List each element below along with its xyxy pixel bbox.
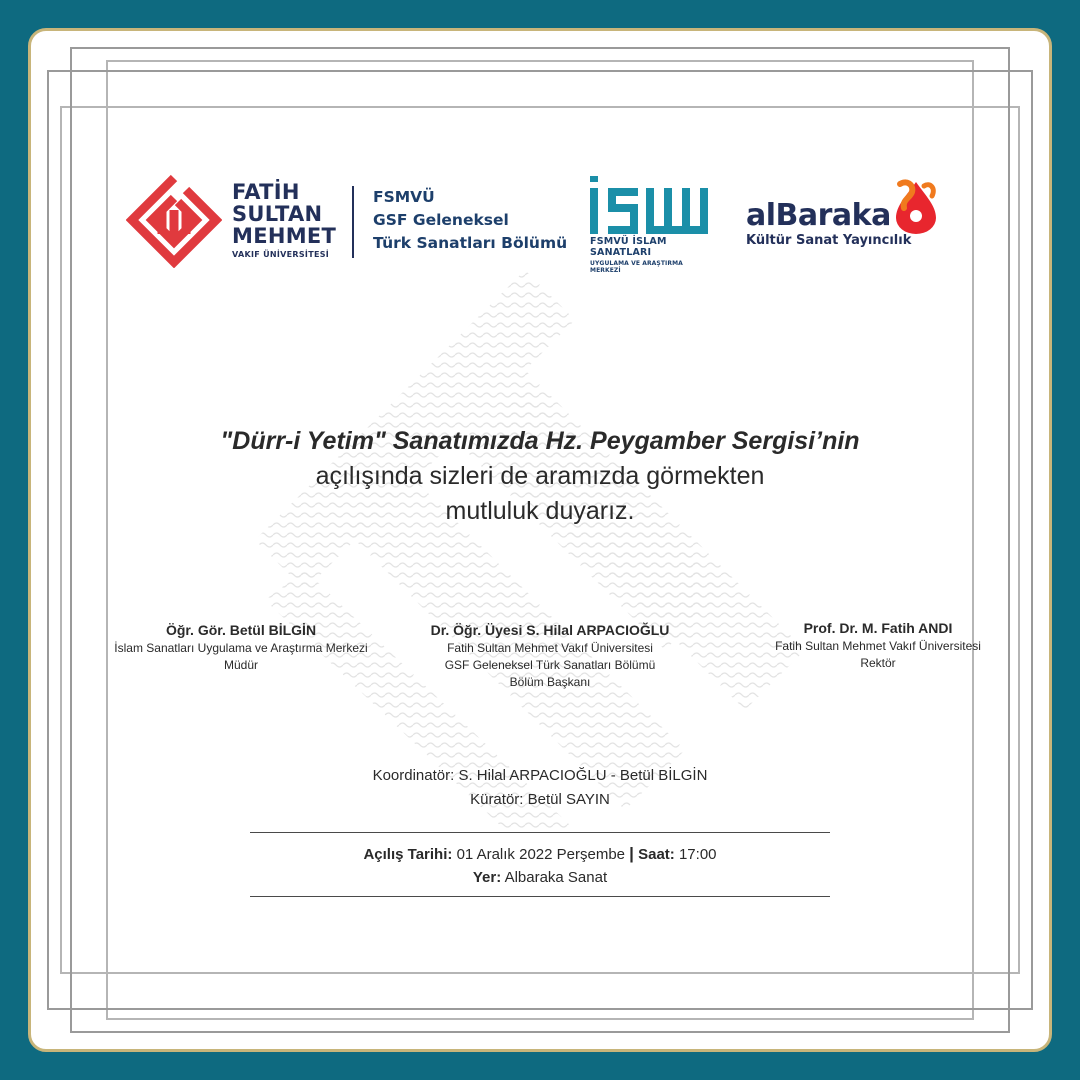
signatory-line: Müdür <box>223 658 258 672</box>
ism-logo-text <box>590 236 714 274</box>
fsmvu-logo-icon <box>126 172 222 268</box>
fsmvu-line: MEHMET <box>232 224 337 248</box>
divider-line <box>250 832 830 833</box>
fsmvu-line: FATİH <box>232 180 300 204</box>
albaraka-drop-icon <box>890 178 942 236</box>
headline-line: mutluluk duyarız. <box>445 497 635 525</box>
gsf-logo-text <box>373 186 567 255</box>
place-line <box>108 866 972 889</box>
signatory-name: Prof. Dr. M. Fatih ANDI <box>803 620 953 636</box>
signatory-line: Fatih Sultan Mehmet Vakıf Üniversitesi <box>775 639 981 653</box>
signatory <box>96 620 386 674</box>
place-value: Albaraka Sanat <box>504 869 608 886</box>
credits <box>108 764 972 812</box>
signatory-line: Fatih Sultan Mehmet Vakıf Üniversitesi <box>447 641 653 655</box>
time-label: Saat: <box>638 846 675 863</box>
albaraka-logo-text <box>746 200 911 248</box>
time-value: 17:00 <box>678 846 717 863</box>
signatory-line: Bölüm Başkanı <box>509 675 591 689</box>
gsf-line: Türk Sanatları Bölümü <box>373 234 568 252</box>
ism-line: UYGULAMA VE ARAŞTIRMA MERKEZİ <box>590 260 683 274</box>
ism-logo-icon <box>586 176 712 236</box>
signatory-line: İslam Sanatları Uygulama ve Araştırma Merkezi <box>114 641 368 655</box>
separator: | <box>629 844 634 863</box>
date-time-line <box>108 842 972 866</box>
signatory <box>400 620 700 691</box>
curator-text: Küratör: Betül SAYIN <box>470 791 610 808</box>
invitation-headline <box>108 424 972 529</box>
headline-line: "Dürr-i Yetim" Sanatımızda Hz. Peygamber Sergisi’nin <box>220 427 860 455</box>
logo-divider <box>352 186 354 258</box>
place-label: Yer: <box>472 869 502 886</box>
albaraka-sub: Kültür Sanat Yayıncılık <box>746 233 912 248</box>
coordinator-text: Koordinatör: S. Hilal ARPACIOĞLU - Betül BİLGİN <box>372 767 708 784</box>
signatory-line: GSF Geleneksel Türk Sanatları Bölümü <box>444 658 656 672</box>
date-label: Açılış Tarihi: <box>363 846 453 863</box>
gsf-line: FSMVÜ <box>373 188 435 206</box>
headline-line: açılışında sizleri de aramızda görmekten <box>315 462 765 490</box>
fsmvu-line: SULTAN <box>232 202 323 226</box>
date-value: 01 Aralık 2022 Perşembe <box>456 846 625 863</box>
divider-line <box>250 896 830 897</box>
fsmvu-line: VAKIF ÜNİVERSİTESİ <box>232 250 330 259</box>
albaraka-brand: alBaraka <box>746 198 891 233</box>
signatory-line: Rektör <box>860 656 896 670</box>
ism-line: FSMVÜ İSLAM SANATLARI <box>590 236 667 258</box>
gsf-line: GSF Geleneksel <box>373 211 509 229</box>
signatory-name: Dr. Öğr. Üyesi S. Hilal ARPACIOĞLU <box>430 622 670 638</box>
signatory <box>728 618 1028 672</box>
watermark-emblem <box>245 270 805 830</box>
event-details <box>108 842 972 889</box>
fsmvu-logo-text <box>232 181 336 259</box>
signatory-name: Öğr. Gör. Betül BİLGİN <box>165 622 317 638</box>
